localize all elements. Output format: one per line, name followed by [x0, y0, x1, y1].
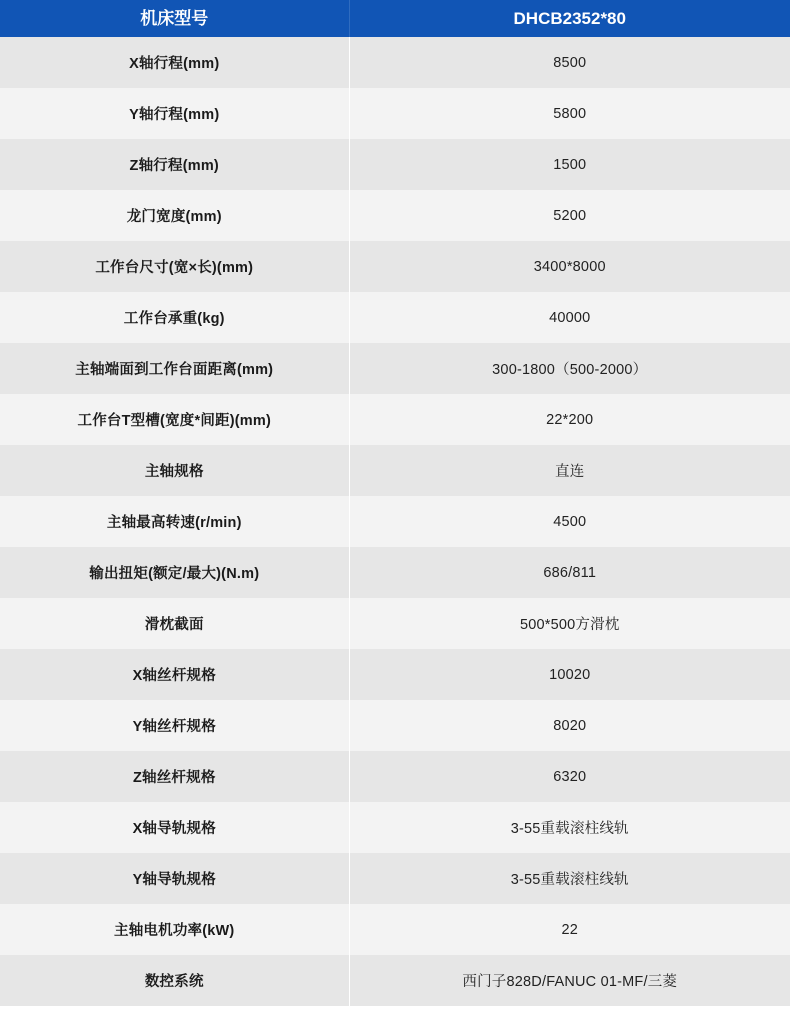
table-row — [0, 190, 790, 241]
table-row — [0, 955, 790, 1006]
header-cell-model-value: DHCB2352*80 — [513, 9, 626, 28]
spec-label: X轴导轨规格 — [0, 802, 349, 853]
spec-value: 500*500方滑枕 — [519, 617, 620, 633]
spec-value: 6320 — [553, 768, 587, 785]
spec-label: 输出扭矩(额定/最大)(N.m) — [0, 547, 349, 598]
spec-value: 4500 — [553, 513, 587, 530]
spec-value: 8020 — [553, 717, 587, 734]
spec-label: Z轴丝杆规格 — [0, 751, 349, 802]
spec-value: 8500 — [553, 54, 587, 71]
spec-label: 主轴电机功率(kW) — [0, 904, 349, 955]
spec-label: 工作台尺寸(宽×长)(mm) — [0, 241, 349, 292]
spec-value: 40000 — [549, 309, 591, 326]
spec-label: Y轴导轨规格 — [0, 853, 349, 904]
table-row — [0, 445, 790, 496]
table-row — [0, 496, 790, 547]
table-row — [0, 751, 790, 802]
table-row — [0, 598, 790, 649]
table-body — [0, 37, 790, 1006]
table-row — [0, 649, 790, 700]
spec-value: 3-55重载滚柱线轨 — [510, 872, 629, 888]
spec-value: 3-55重载滚柱线轨 — [510, 821, 629, 837]
table-row — [0, 700, 790, 751]
table-row — [0, 904, 790, 955]
spec-value: 5200 — [553, 207, 587, 224]
table-row — [0, 292, 790, 343]
table-row — [0, 394, 790, 445]
table-row — [0, 88, 790, 139]
spec-label: Y轴丝杆规格 — [0, 700, 349, 751]
spec-value: 3400*8000 — [533, 258, 606, 275]
table-header-row — [0, 0, 790, 37]
spec-label: 工作台T型槽(宽度*间距)(mm) — [0, 394, 349, 445]
spec-label: X轴行程(mm) — [0, 37, 349, 88]
spec-label: Z轴行程(mm) — [0, 139, 349, 190]
table-row — [0, 853, 790, 904]
spec-label: X轴丝杆规格 — [0, 649, 349, 700]
spec-label: 主轴端面到工作台面距离(mm) — [0, 343, 349, 394]
spec-value: 1500 — [553, 156, 587, 173]
spec-value: 300-1800（500-2000） — [492, 362, 648, 378]
spec-label: 龙门宽度(mm) — [0, 190, 349, 241]
spec-label: 滑枕截面 — [0, 598, 349, 649]
table-row — [0, 802, 790, 853]
table-row — [0, 343, 790, 394]
spec-value: 5800 — [553, 105, 587, 122]
spec-value: 10020 — [549, 666, 591, 683]
spec-value: 22*200 — [546, 411, 594, 428]
table-row — [0, 139, 790, 190]
spec-label: 工作台承重(kg) — [0, 292, 349, 343]
spec-label: Y轴行程(mm) — [0, 88, 349, 139]
spec-value: 西门子828D/FANUC 01-MF/三菱 — [462, 974, 678, 990]
spec-value: 22 — [561, 921, 579, 938]
spec-value: 686/811 — [543, 564, 597, 581]
spec-label: 主轴规格 — [0, 445, 349, 496]
header-cell-model-label: 机床型号 — [0, 0, 349, 37]
spec-label: 主轴最高转速(r/min) — [0, 496, 349, 547]
table-row — [0, 241, 790, 292]
spec-value: 直连 — [555, 464, 585, 480]
spec-label: 数控系统 — [0, 955, 349, 1006]
table-row — [0, 547, 790, 598]
table-row — [0, 37, 790, 88]
